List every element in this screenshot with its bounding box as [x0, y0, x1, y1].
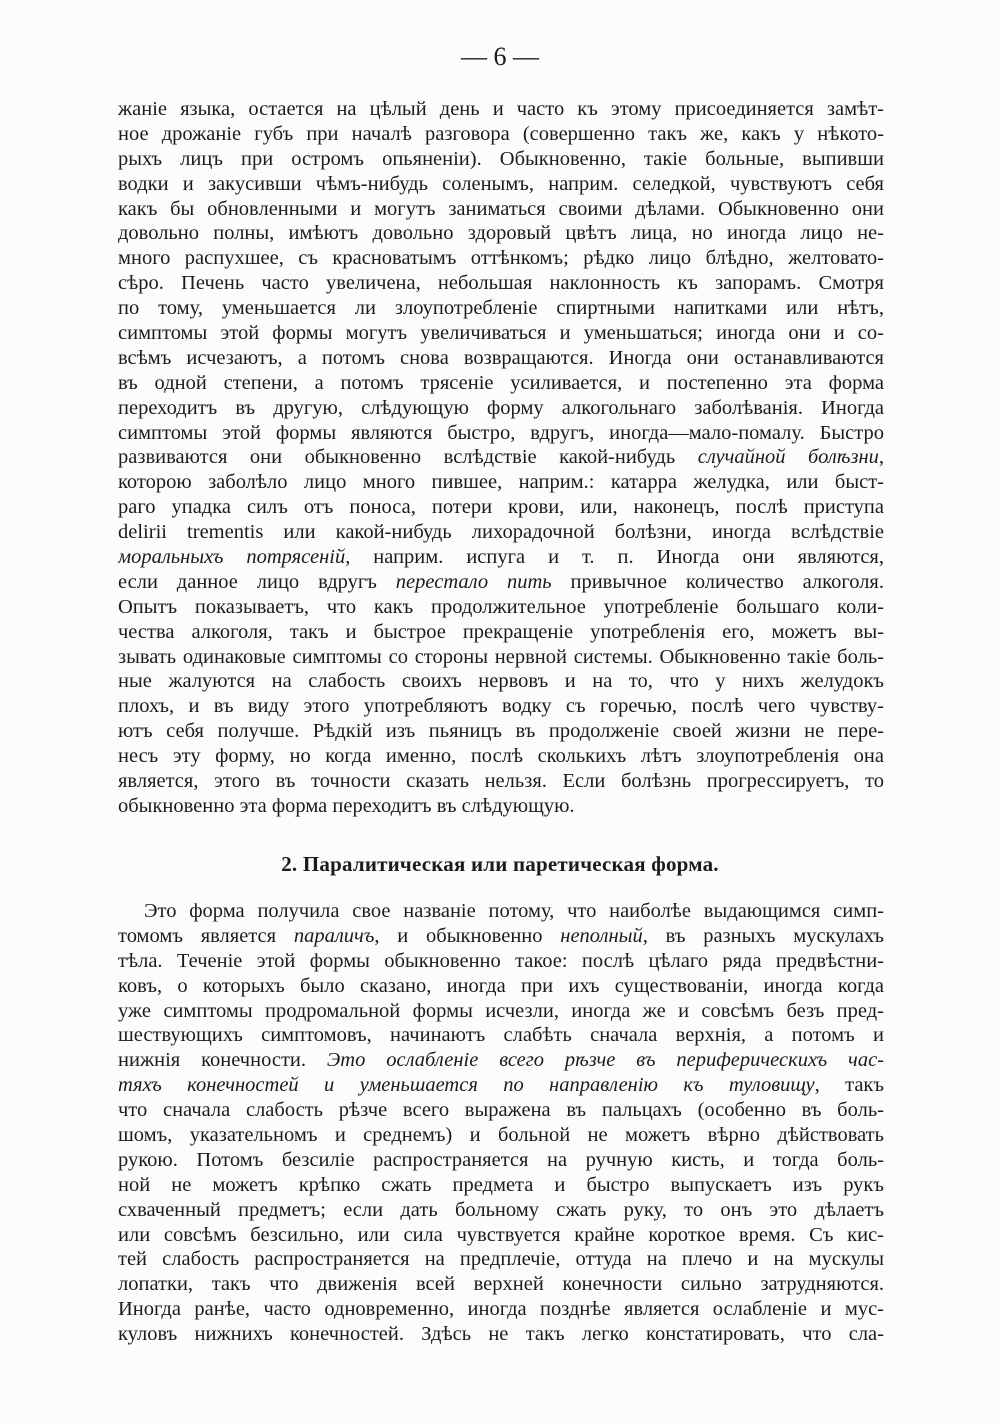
- text-line: [118, 221, 884, 246]
- text-line: [118, 595, 884, 620]
- paragraph-prodromal-form: [118, 97, 884, 819]
- text-segment: ное дрожаніе губъ при началѣ разговора (совершенно такъ же, какъ у нѣкото-: [118, 122, 884, 145]
- text-segment: обыкновенно эта форма переходитъ въ слѣдующую.: [118, 794, 575, 817]
- text-line: [118, 669, 884, 694]
- text-line: [118, 1297, 884, 1322]
- text-segment: лопатки, такъ что движенія всей верхней конечности сильно затрудняются.: [118, 1273, 884, 1296]
- text-line: [118, 421, 884, 446]
- text-line: [118, 719, 884, 744]
- text-segment: переходитъ въ другую, слѣдующую форму алкогольнаго заболѣванія. Иногда: [118, 396, 884, 419]
- text-segment: ковъ, о которыхъ было сказано, иногда при ихъ существованіи, иногда когда: [118, 974, 884, 997]
- text-segment: , наприм. испуга и т. п. Иногда они являются,: [345, 546, 884, 569]
- text-segment: привычное количество алкоголя.: [551, 570, 884, 593]
- text-segment: уже симптомы продромальной формы исчезли, иногда же и совсѣмъ безъ пред-: [118, 999, 884, 1022]
- text-segment: какъ бы обновленными и могутъ заниматься своими дѣлами. Обыкновенно они: [118, 197, 884, 220]
- text-line: [118, 371, 884, 396]
- text-line: [118, 396, 884, 421]
- text-segment: ной не можетъ крѣпко сжать предмета и быстро выпускаетъ изъ рукъ: [118, 1173, 884, 1196]
- text-segment: Это форма получила свое названіе потому, что наиболѣе выдающимся симп-: [144, 900, 884, 922]
- text-segment: раго упадка силъ отъ поноса, потери крови, или, наконецъ, послѣ приступа: [118, 496, 884, 519]
- text-line: [118, 999, 884, 1024]
- text-segment: сѣро. Печень часто увеличена, небольшая наклонность къ запорамъ. Смотря: [118, 272, 884, 295]
- italic-emphasis: моральныхъ потрясеній: [118, 546, 346, 569]
- text-segment: куловъ нижнихъ конечностей. Здѣсь не такъ легко констатировать, что сла-: [118, 1323, 884, 1346]
- text-segment: томомъ является: [118, 924, 294, 947]
- text-line: [118, 1223, 884, 1248]
- text-segment: рукою. Потомъ безсиліе распространяется на ручную кисть, и тогда боль-: [118, 1148, 884, 1171]
- text-line: [118, 645, 884, 670]
- text-line: [118, 1272, 884, 1297]
- text-line: [118, 1247, 884, 1272]
- text-segment: рыхъ лицъ при остромъ опьяненіи). Обыкновенно, такіе больные, выпивши: [118, 147, 884, 170]
- italic-emphasis: случайной болѣзни: [697, 446, 879, 469]
- text-line: [118, 470, 884, 495]
- text-line: [118, 172, 884, 197]
- italic-emphasis: параличъ: [293, 924, 375, 947]
- text-segment: ные жалуются на слабость своихъ нервовъ и на то, что у нихъ желудокъ: [118, 670, 884, 693]
- text-line: [118, 346, 884, 371]
- text-segment: ютъ себя получше. Рѣдкій изъ пьяницъ въ продолженіе своей жизни не пере-: [118, 720, 884, 743]
- text-line: [118, 122, 884, 147]
- paragraph-paralytic-form: [118, 899, 884, 1347]
- text-line: [118, 1073, 884, 1098]
- text-segment: что сначала слабость рѣзче всего выражена въ пальцахъ (особенно въ боль-: [118, 1099, 884, 1122]
- text-line: [118, 1023, 884, 1048]
- text-line: [118, 1123, 884, 1148]
- text-line: [118, 1173, 884, 1198]
- text-segment: тѣла. Теченіе этой формы обыкновенно такое: послѣ цѣлаго ряда предвѣстни-: [118, 949, 884, 972]
- text-line: [118, 1048, 884, 1073]
- text-segment: delirii trementis или какой-нибудь лихорадочной болѣзни, иногда вслѣдствіе: [118, 521, 884, 544]
- text-segment: водки и закусивши чѣмъ-нибудь соленымъ, наприм. селедкой, чувствуютъ себя: [118, 172, 884, 195]
- text-line: [118, 321, 884, 346]
- text-segment: симптомы этой формы могутъ увеличиваться и уменьшаться; иногда они и со-: [118, 322, 884, 345]
- text-segment: жаніе языка, остается на цѣлый день и часто къ этому присоединяется замѣт-: [118, 98, 884, 120]
- text-segment: по тому, уменьшается ли злоупотребленіе спиртными напитками или нѣтъ,: [118, 297, 884, 320]
- italic-emphasis: неполный: [560, 924, 643, 947]
- text-segment: или совсѣмъ безсильно, или сила чувствуется крайне короткое время. Съ кис-: [118, 1223, 884, 1246]
- text-line: [118, 1098, 884, 1123]
- text-segment: всѣмъ исчезаютъ, а потомъ снова возвращаются. Иногда они останавливаются: [118, 346, 884, 369]
- text-segment: Опытъ показываетъ, что какъ продолжительное употребленіе большаго коли-: [118, 595, 884, 618]
- text-segment: шествующихъ симптомовъ, начинаютъ слабѣть сначала верхнія, а потомъ и: [118, 1024, 884, 1047]
- section-heading: 2. Паралитическая или паретическая форма.: [281, 852, 719, 876]
- text-segment: которою заболѣло лицо много пившее, наприм.: катарра желудка, или быст-: [118, 471, 884, 494]
- text-line: [118, 97, 884, 122]
- text-segment: чества алкоголя, такъ и быстрое прекращеніе употребленія его, можетъ вы-: [118, 620, 884, 643]
- text-segment: зывать одинаковые симптомы со стороны нервной системы. Обыкновенно такіе боль-: [118, 645, 884, 668]
- text-segment: , и обыкновенно: [374, 924, 561, 947]
- italic-emphasis: Это ослабленіе всего рѣзче въ периферическихъ час-: [326, 1049, 884, 1072]
- text-line: [118, 495, 884, 520]
- text-line: [118, 271, 884, 296]
- text-line: [118, 246, 884, 271]
- italic-emphasis: перестало пить: [395, 570, 552, 593]
- text-segment: , въ разныхъ мускулахъ: [642, 924, 884, 947]
- text-line: [118, 924, 884, 949]
- text-line: [118, 974, 884, 999]
- text-segment: развиваются они обыкновенно вслѣдствіе какой-нибудь: [118, 446, 698, 469]
- text-segment: тей слабость распространяется на предплечіе, оттуда на плечо и на мускулы: [118, 1248, 884, 1271]
- text-segment: если данное лицо вдругъ: [118, 570, 396, 593]
- page-number: — 6 —: [461, 42, 539, 71]
- text-line: [118, 949, 884, 974]
- text-line: [118, 769, 884, 794]
- text-segment: шомъ, указательномъ и среднемъ) и больной не можетъ вѣрно дѣйствовать: [118, 1124, 884, 1147]
- text-segment: схваченный предметъ; если дать больному сжать руку, то онъ это дѣлаетъ: [118, 1198, 884, 1221]
- text-segment: много распухшее, съ красноватымъ оттѣнкомъ; рѣдко лицо блѣдно, желтовато-: [118, 247, 884, 270]
- text-segment: симптомы этой формы являются быстро, вдругъ, иногда—мало-помалу. Быстро: [118, 421, 884, 444]
- text-line: [118, 445, 884, 470]
- italic-emphasis: тяхъ конечностей и уменьшается по направленію къ туловищу: [118, 1074, 815, 1097]
- text-line: [118, 1198, 884, 1223]
- text-line: [118, 899, 884, 924]
- text-line: [118, 744, 884, 769]
- text-line: [118, 296, 884, 321]
- text-segment: , такъ: [814, 1074, 884, 1097]
- text-segment: въ одной степени, а потомъ трясеніе усиливается, и постепенно эта форма: [118, 371, 884, 394]
- text-segment: ,: [878, 446, 884, 469]
- text-segment: плохъ, и въ виду этого употребляютъ водку съ горечью, послѣ чего чувству-: [118, 695, 884, 718]
- text-segment: Иногда ранѣе, часто одновременно, иногда позднѣе является ослабленіе и мус-: [118, 1298, 884, 1321]
- text-line: [118, 1322, 884, 1347]
- text-segment: является, этого въ точности сказать нельзя. Если болѣзнь прогрессируетъ, то: [118, 770, 884, 793]
- text-line: [118, 794, 884, 819]
- text-line: [118, 197, 884, 222]
- text-line: [118, 620, 884, 645]
- text-line: [118, 520, 884, 545]
- text-segment: довольно полны, имѣютъ довольно здоровый цвѣтъ лица, но иногда лицо не-: [118, 222, 884, 245]
- text-line: [118, 570, 884, 595]
- text-segment: несъ эту форму, но когда именно, послѣ сколькихъ лѣтъ злоупотребленія она: [118, 745, 884, 768]
- text-line: [118, 694, 884, 719]
- text-line: [118, 545, 884, 570]
- text-line: [118, 1148, 884, 1173]
- text-segment: нижнія конечности.: [118, 1049, 327, 1072]
- text-line: [118, 147, 884, 172]
